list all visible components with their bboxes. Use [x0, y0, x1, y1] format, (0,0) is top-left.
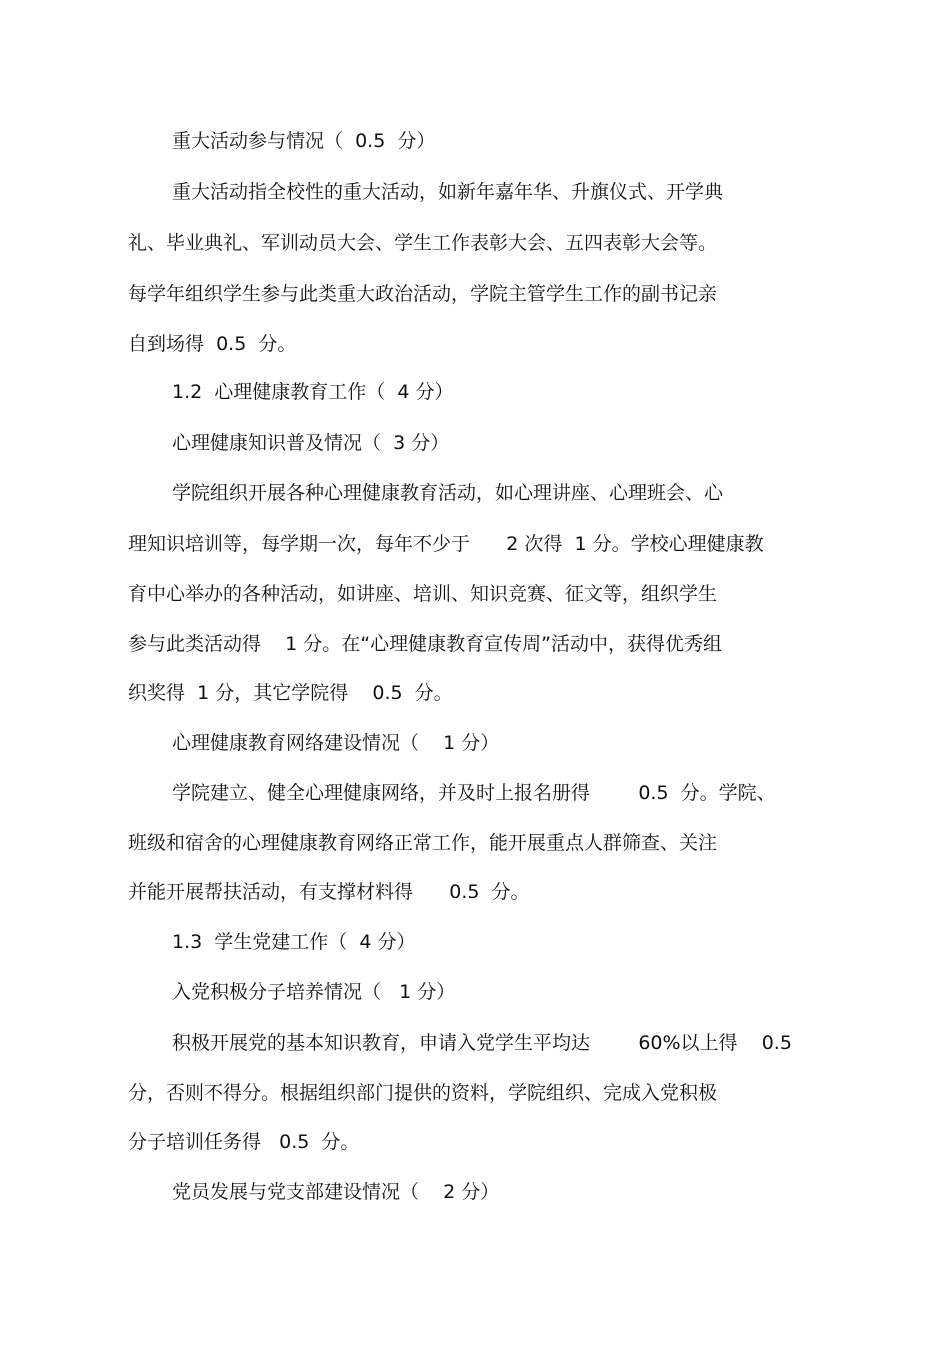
- paragraph-line: 学院组织开展各种心理健康教育活动，如心理讲座、心理班会、心: [172, 482, 724, 504]
- paragraph-line: 自到场得 0.5 分。: [128, 333, 297, 355]
- paragraph-line: 育中心举办的各种活动，如讲座、培训、知识竞赛、征文等，组织学生: [128, 583, 718, 605]
- paragraph-line: 重大活动指全校性的重大活动，如新年嘉年华、升旗仪式、开学典: [172, 181, 724, 203]
- paragraph-line: 礼、毕业典礼、军训动员大会、学生工作表彰大会、五四表彰大会等。: [128, 232, 718, 254]
- paragraph-line: 每学年组织学生参与此类重大政治活动，学院主管学生工作的副书记亲: [128, 283, 718, 305]
- heading-major-activities: 重大活动参与情况（ 0.5 分）: [172, 130, 436, 152]
- paragraph-line: 织奖得 1 分，其它学院得 0.5 分。: [128, 682, 453, 704]
- subheading-party-activists: 入党积极分子培养情况（ 1 分）: [172, 981, 456, 1003]
- paragraph-line: 理知识培训等，每学期一次，每年不少于 2 次得 1 分。学校心理健康教: [128, 533, 764, 555]
- paragraph-line: 学院建立、健全心理健康网络，并及时上报名册得 0.5 分。学院、: [172, 782, 776, 804]
- paragraph-line: 分子培训任务得 0.5 分。: [128, 1131, 360, 1153]
- subheading-mental-health-network: 心理健康教育网络建设情况（ 1 分）: [172, 732, 500, 754]
- section-heading-1-3: 1.3 学生党建工作（ 4 分）: [172, 931, 416, 953]
- paragraph-line: 并能开展帮扶活动，有支撑材料得 0.5 分。: [128, 881, 530, 903]
- paragraph-line: 分，否则不得分。根据组织部门提供的资料，学院组织、完成入党积极: [128, 1082, 718, 1104]
- section-heading-1-2: 1.2 心理健康教育工作（ 4 分）: [172, 381, 454, 403]
- paragraph-line: 参与此类活动得 1 分。在“心理健康教育宣传周”活动中，获得优秀组: [128, 633, 722, 655]
- paragraph-line: 班级和宿舍的心理健康教育网络正常工作，能开展重点人群筛查、关注: [128, 832, 718, 854]
- paragraph-line: 积极开展党的基本知识教育，申请入党学生平均达 60%以上得 0.5: [172, 1032, 792, 1054]
- subheading-party-development: 党员发展与党支部建设情况（ 2 分）: [172, 1181, 500, 1203]
- subheading-mental-health-knowledge: 心理健康知识普及情况（ 3 分）: [172, 432, 450, 454]
